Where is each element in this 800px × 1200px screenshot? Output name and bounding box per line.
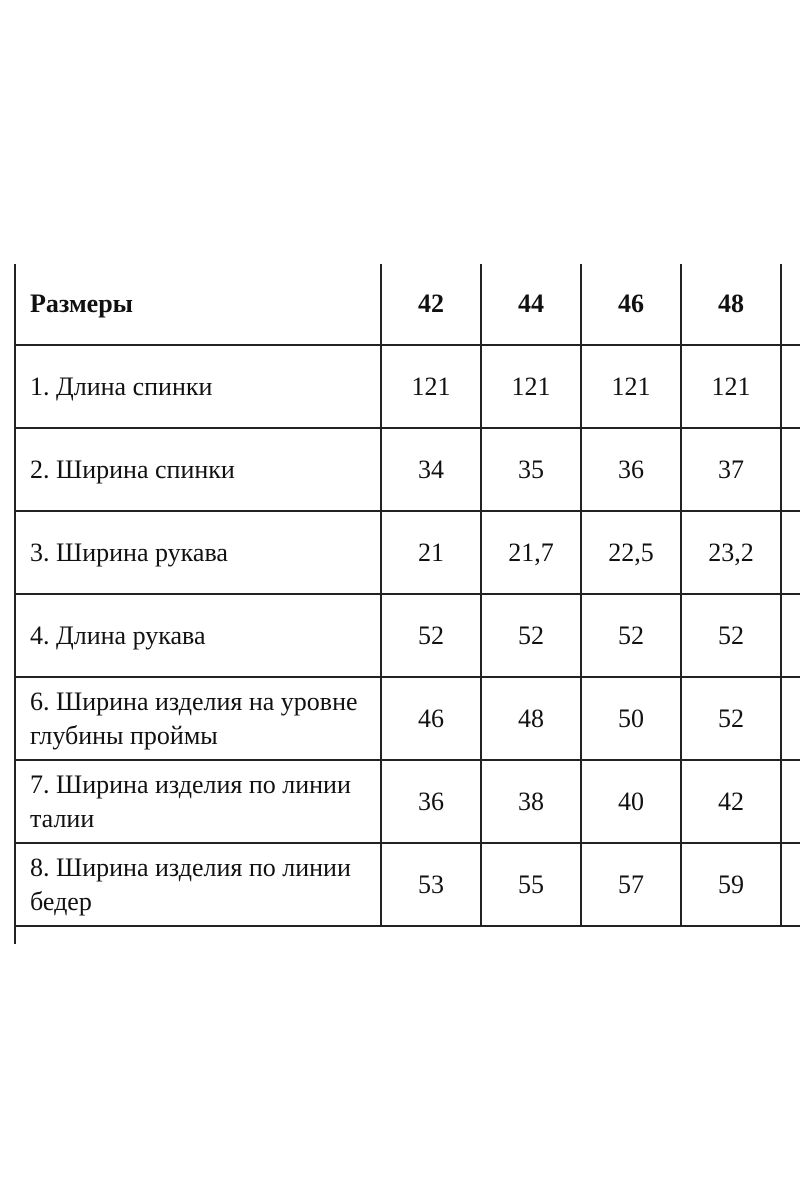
header-size-48: 48 bbox=[681, 264, 781, 345]
row-value: 121 bbox=[481, 345, 581, 428]
row-label: 3. Ширина рукава bbox=[15, 511, 381, 594]
row-value: 36 bbox=[581, 428, 681, 511]
row-label: 2. Ширина спинки bbox=[15, 428, 381, 511]
row-value: 46 bbox=[381, 677, 481, 760]
table-row bbox=[15, 345, 800, 428]
row-value: 53 bbox=[381, 843, 481, 926]
table-row bbox=[15, 760, 800, 843]
table-row bbox=[15, 511, 800, 594]
row-value: 121 bbox=[681, 345, 781, 428]
row-value: 121 bbox=[581, 345, 681, 428]
row-value: 121 bbox=[381, 345, 481, 428]
row-value: 52 bbox=[581, 594, 681, 677]
row-value: 21 bbox=[381, 511, 481, 594]
row-value: 52 bbox=[481, 594, 581, 677]
row-value: 52 bbox=[681, 594, 781, 677]
cut-off-cell bbox=[781, 594, 800, 677]
table-row bbox=[15, 428, 800, 511]
cut-off-cell bbox=[781, 843, 800, 926]
row-label: 6. Ширина изделия на уровне глубины проймы bbox=[15, 677, 381, 760]
row-value: 22,5 bbox=[581, 511, 681, 594]
table-header-row bbox=[15, 264, 800, 345]
row-value: 38 bbox=[481, 760, 581, 843]
row-value: 50 bbox=[581, 677, 681, 760]
row-value: 35 bbox=[481, 428, 581, 511]
row-value: 42 bbox=[681, 760, 781, 843]
cut-off-cell bbox=[781, 345, 800, 428]
header-label: Размеры bbox=[15, 264, 381, 345]
row-value: 55 bbox=[481, 843, 581, 926]
row-value: 34 bbox=[381, 428, 481, 511]
table-row bbox=[15, 843, 800, 926]
row-value: 21,7 bbox=[481, 511, 581, 594]
cut-off-cell bbox=[781, 760, 800, 843]
cut-off-cell bbox=[781, 428, 800, 511]
table-border-fragment bbox=[14, 924, 16, 944]
header-size-44: 44 bbox=[481, 264, 581, 345]
cut-off-cell bbox=[781, 677, 800, 760]
row-value: 40 bbox=[581, 760, 681, 843]
row-label: 1. Длина спинки bbox=[15, 345, 381, 428]
row-label: 4. Длина рукава bbox=[15, 594, 381, 677]
row-value: 48 bbox=[481, 677, 581, 760]
row-value: 52 bbox=[381, 594, 481, 677]
table-row bbox=[15, 594, 800, 677]
row-value: 23,2 bbox=[681, 511, 781, 594]
header-cut-off-column bbox=[781, 264, 800, 345]
row-label: 8. Ширина изделия по линии бедер bbox=[15, 843, 381, 926]
row-value: 52 bbox=[681, 677, 781, 760]
table-row bbox=[15, 677, 800, 760]
row-value: 36 bbox=[381, 760, 481, 843]
header-size-42: 42 bbox=[381, 264, 481, 345]
row-label: 7. Ширина изделия по линии талии bbox=[15, 760, 381, 843]
row-value: 37 bbox=[681, 428, 781, 511]
size-table bbox=[14, 264, 800, 927]
size-chart bbox=[14, 264, 800, 944]
row-value: 57 bbox=[581, 843, 681, 926]
cut-off-cell bbox=[781, 511, 800, 594]
header-size-46: 46 bbox=[581, 264, 681, 345]
row-value: 59 bbox=[681, 843, 781, 926]
